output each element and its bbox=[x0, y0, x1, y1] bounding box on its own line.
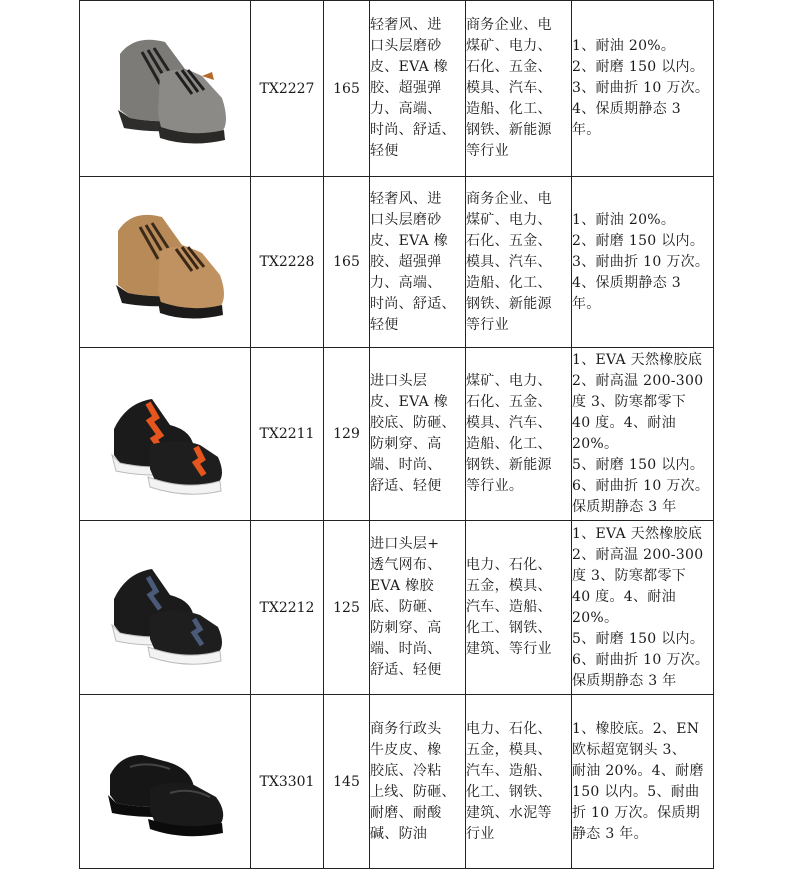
shoe-image bbox=[90, 707, 240, 857]
industries-text: 煤矿、电力、 石化、五金、 模具、汽车、 造船、化工、 钢铁、新能源 等行业。 bbox=[466, 348, 572, 521]
specs-text: 1、橡胶底。2、EN 欧标超宽钢头 3、 耐油 20%。4、耐磨 150 以内。5、耐曲 折 10 万次。保质期 静态 3 年。 bbox=[572, 695, 714, 869]
shoe-image bbox=[90, 187, 240, 337]
product-image-cell bbox=[80, 521, 251, 695]
product-image-cell bbox=[80, 177, 251, 348]
industries-text: 电力、石化、 五金，模具、 汽车、造船、 化工、钢铁、 建筑、水泥等 行业 bbox=[466, 695, 572, 869]
price: 165 bbox=[324, 177, 370, 348]
table-row bbox=[80, 695, 714, 869]
industries-text: 商务企业、电 煤矿、电力、 石化、五金、 模具、汽车、 造船、化工、 钢铁、新能源 等行业 bbox=[466, 177, 572, 348]
industries-text: 商务企业、电 煤矿、电力、 石化、五金、 模具、汽车、 造船、化工、 钢铁、新能源 等行业 bbox=[466, 1, 572, 177]
price: 165 bbox=[324, 1, 370, 177]
price: 125 bbox=[324, 521, 370, 695]
price: 129 bbox=[324, 348, 370, 521]
price: 145 bbox=[324, 695, 370, 869]
shoe-image bbox=[90, 533, 240, 683]
product-image-cell bbox=[80, 1, 251, 177]
features-text: 轻奢风、进 口头层磨砂 皮、EVA 橡 胶、超强弹 力、高端、 时尚、舒适、 轻便 bbox=[370, 1, 466, 177]
table-row bbox=[80, 1, 714, 177]
shoe-image bbox=[90, 359, 240, 509]
specs-text: 1、EVA 天然橡胶底 2、耐高温 200-300 度 3、防寒都零下 40 度。4、耐油 20%。 5、耐磨 150 以内。 6、耐曲折 10 万次。 保质期静态 3 年 bbox=[572, 348, 714, 521]
product-table bbox=[79, 0, 714, 869]
table-row bbox=[80, 177, 714, 348]
features-text: 进口头层+ 透气网布、 EVA 橡胶 底、防砸、 防刺穿、高 端、时尚、 舒适、轻便 bbox=[370, 521, 466, 695]
specs-text: 1、耐油 20%。 2、耐磨 150 以内。 3、耐曲折 10 万次。 4、保质期静态 3 年。 bbox=[572, 1, 714, 177]
table-row bbox=[80, 348, 714, 521]
model-number: TX2227 bbox=[251, 1, 324, 177]
table-row bbox=[80, 521, 714, 695]
model-number: TX2212 bbox=[251, 521, 324, 695]
shoe-image bbox=[90, 14, 240, 164]
product-image-cell bbox=[80, 348, 251, 521]
features-text: 商务行政头 牛皮皮、橡 胶底、冷粘 上线、防砸、 耐磨、耐酸 碱、防油 bbox=[370, 695, 466, 869]
features-text: 进口头层 皮、EVA 橡 胶底、防砸、 防刺穿、高 端、时尚、 舒适、轻便 bbox=[370, 348, 466, 521]
specs-text: 1、EVA 天然橡胶底 2、耐高温 200-300 度 3、防寒都零下 40 度。4、耐油 20%。 5、耐磨 150 以内。 6、耐曲折 10 万次。 保质期静态 3 年 bbox=[572, 521, 714, 695]
model-number: TX3301 bbox=[251, 695, 324, 869]
model-number: TX2211 bbox=[251, 348, 324, 521]
industries-text: 电力、石化、 五金，模具、 汽车、造船、 化工、钢铁、 建筑、等行业 bbox=[466, 521, 572, 695]
model-number: TX2228 bbox=[251, 177, 324, 348]
features-text: 轻奢风、进 口头层磨砂 皮、EVA 橡 胶、超强弹 力、高端、 时尚、舒适、 轻便 bbox=[370, 177, 466, 348]
specs-text: 1、耐油 20%。 2、耐磨 150 以内。 3、耐曲折 10 万次。 4、保质期静态 3 年。 bbox=[572, 177, 714, 348]
product-image-cell bbox=[80, 695, 251, 869]
